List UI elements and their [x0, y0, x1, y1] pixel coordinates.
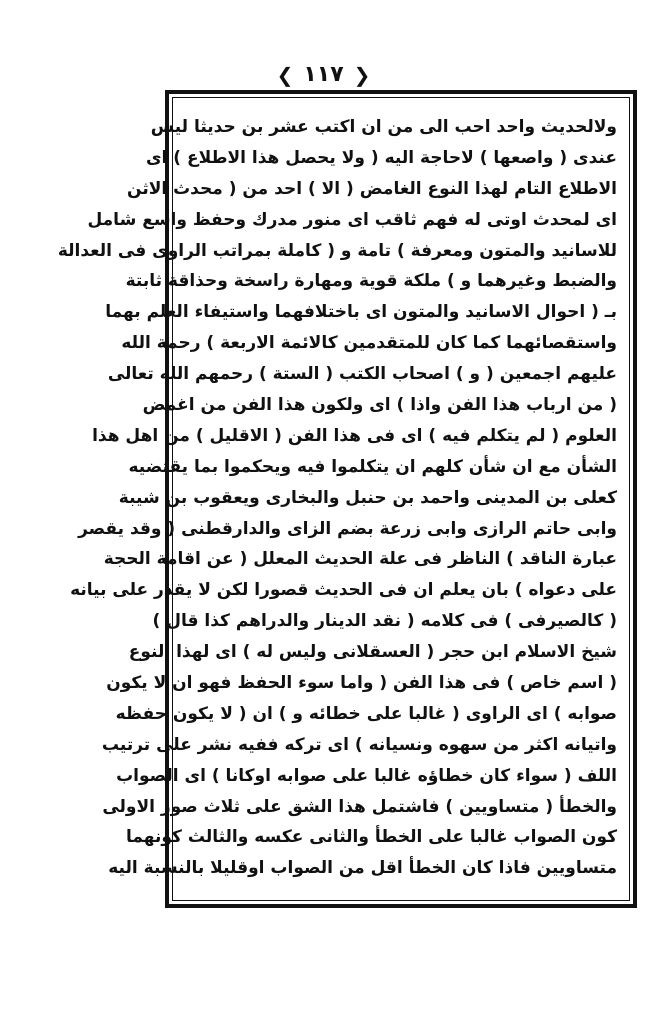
- right-ornament-icon: ❯: [353, 63, 371, 87]
- left-ornament-icon: ❮: [276, 63, 294, 87]
- text-line-18: شيخ الاسلام ابن حجر ( العسقلانى وليس له ) اى لهذا النوع: [128, 642, 617, 663]
- page-header: [0, 58, 647, 92]
- text-line-3: الاطلاع التام لهذا النوع الغامض ( الا ) احد من ( محدث الاثن: [127, 178, 617, 199]
- text-line-14: وابى حاتم الرازى وابى زرعة بضم الزاى والدارقطنى ( وقد يقصر: [78, 518, 617, 539]
- text-line-13: كعلى بن المدينى واحمد بن حنبل والبخارى ويعقوب بن شيبة: [118, 487, 617, 508]
- text-line-1: ولالحديث واحد احب الى من ان اكتب عشر بن حديثا ليس: [150, 117, 617, 137]
- text-line-12: الشأن مع ان شأن كلهم ان يتكلموا فيه ويحكموا بما يقتضيه: [128, 456, 617, 477]
- text-line-22: اللف ( سواء كان خطاؤه غالبا على صوابه اوكانا ) اى الصواب: [116, 765, 617, 786]
- page-frame-inner-border: [57, 97, 630, 901]
- text-line-17: ( كالصيرفى ) فى كلامه ( نقد الدينار والدراهم كذا قال ): [152, 611, 617, 632]
- text-line-9: عليهم اجمعين ( و ) اصحاب الكتب ( الستة ) رحمهم الله تعالى: [107, 364, 617, 385]
- text-line-20: صوابه ) اى الراوى ( غالبا على خطائه و ) ان ( لا يكون حفظه: [115, 703, 617, 724]
- text-line-4: اى لمحدث اوتى له فهم ثاقب اى منور مدرك وحفظ واسع شامل: [87, 209, 617, 230]
- text-line-16: على دعواه ) بان يعلم ان فى الحديث قصورا لكن لا يقدر على بيانه: [70, 580, 617, 601]
- text-line-19: ( اسم خاص ) فى هذا الفن ( واما سوء الحفظ فهو ان لا يكون: [106, 673, 617, 694]
- text-line-25: متساويين فاذا كان الخطأ اقل من الصواب اوقليلا بالنسبة اليه: [108, 858, 617, 879]
- text-line-11: العلوم ( لم يتكلم فيه ) اى فى هذا الفن ( الاقليل ) من اهل هذا: [92, 425, 617, 446]
- text-line-10: ( من ارباب هذا الفن واذا ) اى ولكون هذا الفن من اغمض: [142, 395, 617, 416]
- text-line-2: عندى ( واصعها ) لاحاجة اليه ( ولا يحصل هذا الاطلاع ) اى: [145, 147, 617, 168]
- text-line-23: والخطأ ( متساويين ) فاشتمل هذا الشق على ثلاث صور الاولى: [102, 796, 617, 817]
- page-number: ١١٧: [303, 62, 344, 87]
- text-line-15: عبارة الناقد ) الناظر فى علة الحديث المعلل ( عن اقامة الحجة: [103, 549, 617, 570]
- text-line-21: واتيانه اكثر من سهوه ونسيانه ) اى تركه ففيه نشر على ترتيب: [101, 734, 617, 755]
- page-frame: [57, 90, 637, 908]
- text-line-5: للاسانيد والمتون ومعرفة ) تامة و ( كاملة بمراتب الراوى فى العدالة: [57, 240, 617, 261]
- text-block: [57, 112, 617, 888]
- text-line-24: كون الصواب غالبا على الخطأ والثانى عكسه والثالث كونهما: [126, 827, 617, 848]
- text-line-7: بـ ( احوال الاسانيد والمتون اى باختلافهما واستيفاء العلم بهما: [105, 302, 617, 323]
- text-line-8: واستقصائهما كما كان للمتقدمين كالائمة الاربعة ) رحمة الله: [121, 333, 617, 354]
- text-line-6: والضبط وغيرهما و ) ملكة قوية ومهارة راسخة وحذاقة ثابتة: [125, 271, 617, 292]
